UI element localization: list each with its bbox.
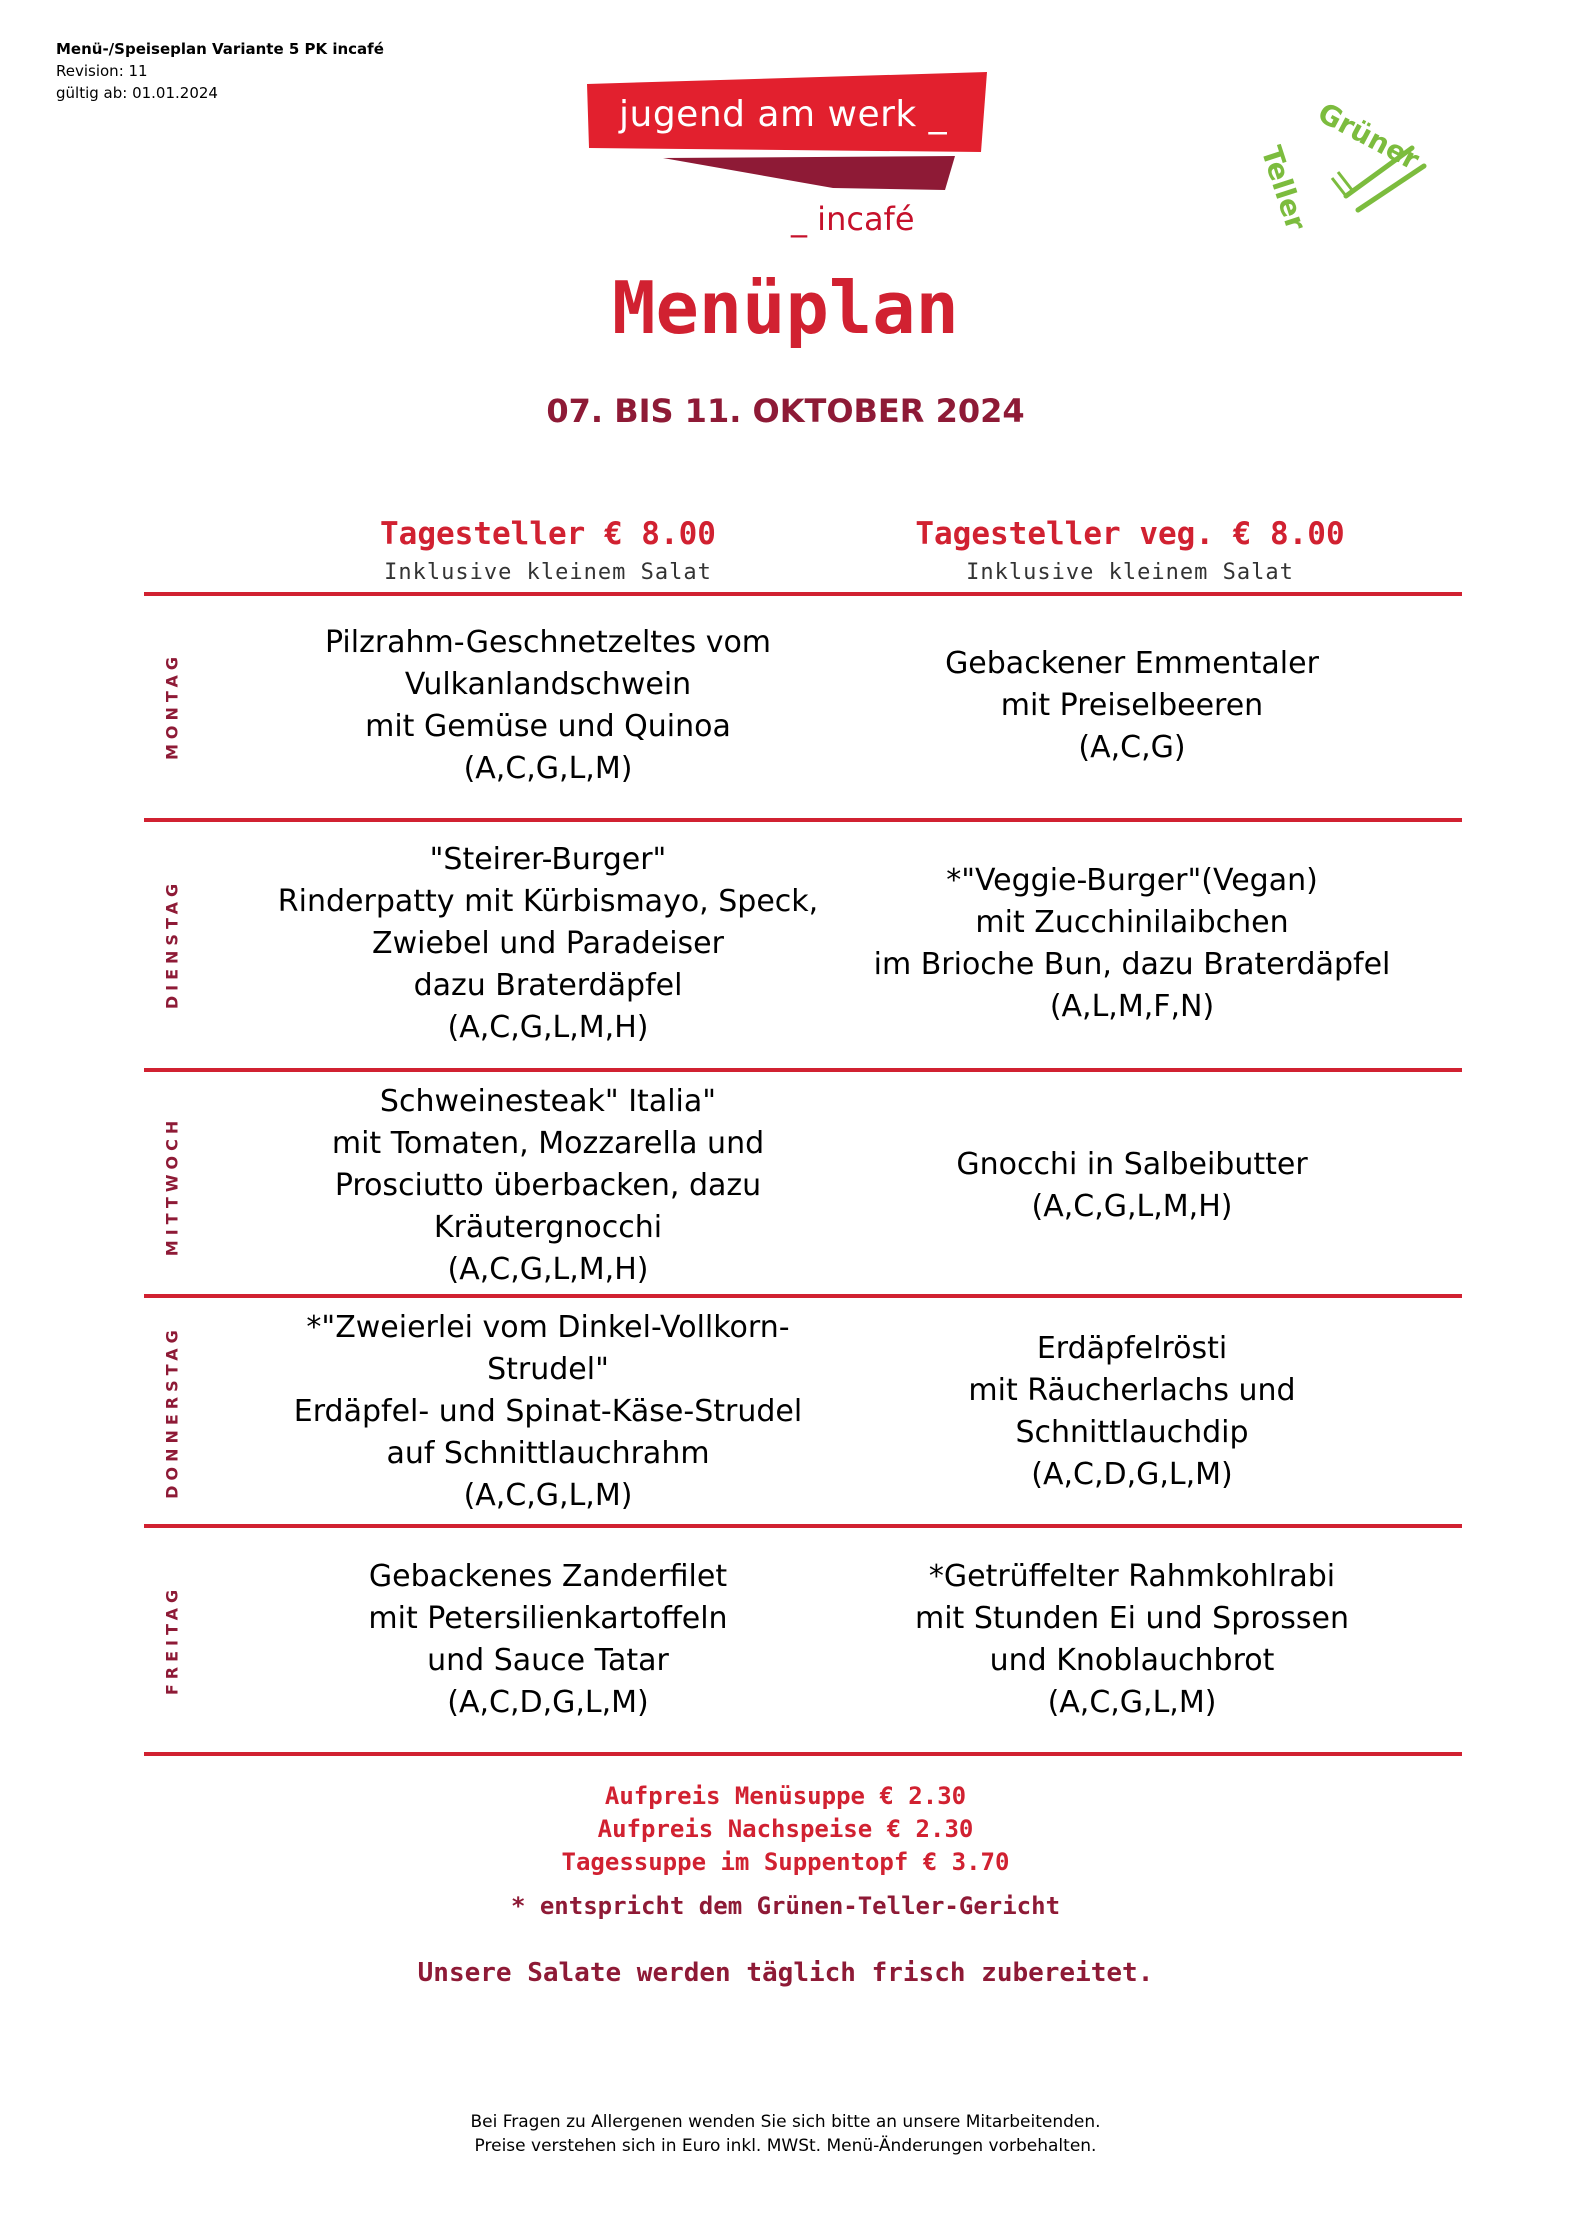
meal-line: Erdäpfelrösti	[1036, 1331, 1228, 1366]
fresh-salad-note: Unsere Salate werden täglich frisch zubereitet.	[417, 1958, 1154, 1988]
column-header-meat	[288, 516, 808, 585]
revision: Revision: 11	[56, 62, 148, 80]
meal-line: Strudel"	[487, 1352, 609, 1387]
column-heading: Tagesteller € 8.00	[380, 516, 716, 552]
doc-title: Menü-/Speiseplan Variante 5 PK incafé	[56, 40, 384, 58]
jugend-am-werk-logo	[583, 68, 1003, 248]
badge-word-2: Teller	[1254, 142, 1313, 235]
surcharge-item: Aufpreis Nachspeise € 2.30	[597, 1815, 974, 1843]
divider	[144, 1294, 1462, 1298]
meal-meat-mittwoch	[258, 1081, 838, 1291]
divider	[144, 1752, 1462, 1756]
meal-line: und Sauce Tatar	[427, 1643, 669, 1678]
gruener-teller-badge	[1254, 86, 1452, 236]
allergen-codes: (A,C,G,L,M,H)	[447, 1010, 649, 1045]
footer-line: Bei Fragen zu Allergenen wenden Sie sich bitte an unsere Mitarbeitenden.	[470, 2112, 1101, 2132]
meal-meat-montag	[258, 622, 838, 790]
meal-veg-freitag	[842, 1556, 1422, 1724]
column-subheading: Inklusive kleinem Salat	[384, 560, 712, 585]
divider	[144, 818, 1462, 822]
meal-line: Gebackener Emmentaler	[945, 646, 1319, 681]
meal-line: Gebackenes Zanderfilet	[368, 1559, 728, 1594]
meal-line: Pilzrahm-Geschnetzeltes vom	[324, 625, 772, 660]
day-label: FREITAG	[162, 1584, 182, 1696]
meal-line: Schnittlauchdip	[1015, 1415, 1249, 1450]
meal-meat-dienstag	[258, 839, 838, 1049]
divider	[144, 1524, 1462, 1528]
page-title: Menüplan	[612, 266, 959, 350]
meal-line: *Getrüffelter Rahmkohlrabi	[928, 1559, 1336, 1594]
allergen-codes: (A,C,G,L,M)	[463, 751, 633, 786]
meal-line: mit Zucchinilaibchen	[975, 905, 1289, 940]
column-header-veg	[870, 516, 1390, 585]
meal-line: Vulkanlandschwein	[404, 667, 692, 702]
badge-word-1: Grüner	[1312, 96, 1425, 177]
meal-veg-montag	[842, 643, 1422, 769]
meal-line: "Steirer-Burger"	[429, 842, 667, 877]
meal-line: mit Gemüse und Quinoa	[365, 709, 731, 744]
allergen-codes: (A,C,D,G,L,M)	[447, 1685, 649, 1720]
logo-sub-text: _ incafé	[791, 200, 915, 238]
allergen-codes: (A,C,D,G,L,M)	[1031, 1457, 1233, 1492]
logo-brand-text: jugend am werk _	[619, 94, 948, 135]
meal-veg-mittwoch	[842, 1144, 1422, 1228]
meal-line: auf Schnittlauchrahm	[386, 1436, 710, 1471]
meal-line: *"Veggie-Burger"(Vegan)	[946, 863, 1318, 898]
surcharge-item: Aufpreis Menüsuppe € 2.30	[604, 1782, 967, 1810]
day-label: MONTAG	[162, 651, 182, 761]
column-subheading: Inklusive kleinem Salat	[966, 560, 1294, 585]
meal-line: Schweinesteak" Italia"	[379, 1084, 717, 1119]
day-label: DIENSTAG	[162, 878, 182, 1010]
valid-from: gültig ab: 01.01.2024	[56, 84, 218, 102]
allergen-codes: (A,C,G,L,M,H)	[447, 1252, 649, 1287]
meal-line: und Knoblauchbrot	[989, 1643, 1275, 1678]
surcharge-item: Tagessuppe im Suppentopf € 3.70	[561, 1848, 1010, 1876]
meal-line: Zwiebel und Paradeiser	[372, 926, 724, 961]
allergen-codes: (A,C,G,L,M)	[463, 1478, 633, 1513]
surcharge-list	[0, 1780, 1571, 1879]
meal-line: Erdäpfel- und Spinat-Käse-Strudel	[293, 1394, 803, 1429]
meal-line: dazu Braterdäpfel	[413, 968, 683, 1003]
meal-line: im Brioche Bun, dazu Braterdäpfel	[873, 947, 1391, 982]
meal-veg-donnerstag	[842, 1328, 1422, 1496]
column-heading: Tagesteller veg. € 8.00	[915, 516, 1345, 552]
meal-veg-dienstag	[842, 860, 1422, 1028]
meal-line: mit Preiselbeeren	[1000, 688, 1264, 723]
meal-line: mit Tomaten, Mozzarella und	[331, 1126, 765, 1161]
allergen-codes: (A,C,G,L,M)	[1047, 1685, 1217, 1720]
meal-meat-donnerstag	[258, 1307, 838, 1517]
divider	[144, 592, 1462, 596]
date-range: 07. BIS 11. OKTOBER 2024	[546, 392, 1025, 430]
footer	[0, 2110, 1571, 2158]
allergen-codes: (A,L,M,F,N)	[1049, 989, 1215, 1024]
document-meta	[56, 38, 384, 104]
meal-line: mit Stunden Ei und Sprossen	[914, 1601, 1350, 1636]
meal-line: Prosciutto überbacken, dazu	[334, 1168, 762, 1203]
meal-line: Kräutergnocchi	[433, 1210, 663, 1245]
meal-line: Rinderpatty mit Kürbismayo, Speck,	[277, 884, 819, 919]
green-plate-note: * entspricht dem Grünen-Teller-Gericht	[510, 1892, 1061, 1920]
allergen-codes: (A,C,G)	[1078, 730, 1186, 765]
footer-line: Preise verstehen sich in Euro inkl. MWSt. Menü-Änderungen vorbehalten.	[474, 2136, 1097, 2156]
allergen-codes: (A,C,G,L,M,H)	[1031, 1189, 1233, 1224]
meal-line: mit Petersilienkartoffeln	[368, 1601, 728, 1636]
divider	[144, 1068, 1462, 1072]
meal-meat-freitag	[258, 1556, 838, 1724]
meal-line: *"Zweierlei vom Dinkel-Vollkorn-	[306, 1310, 790, 1345]
day-label: DONNERSTAG	[162, 1325, 182, 1499]
meal-line: Gnocchi in Salbeibutter	[956, 1147, 1308, 1182]
day-label: MITTWOCH	[162, 1115, 182, 1257]
meal-line: mit Räucherlachs und	[968, 1373, 1296, 1408]
